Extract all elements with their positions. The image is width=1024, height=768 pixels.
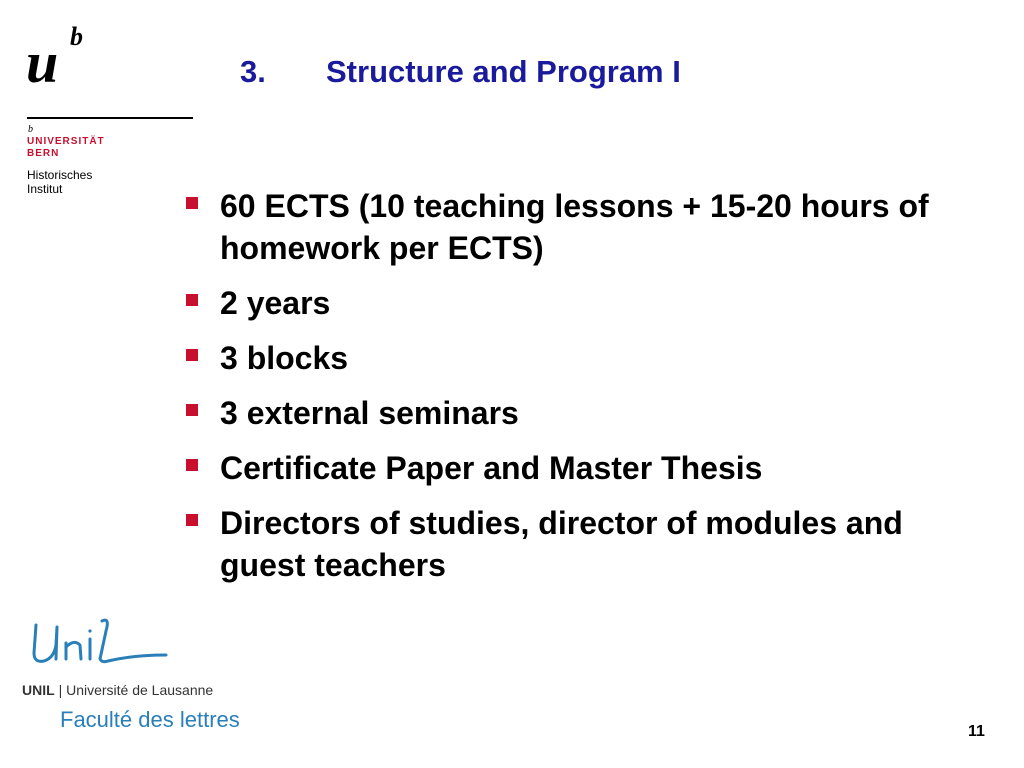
bullet-list (186, 185, 956, 599)
slide-title (240, 52, 681, 92)
list-item (186, 282, 956, 324)
list-item (186, 185, 956, 269)
unil-faculty: Faculté des lettres (60, 707, 240, 732)
square-bullet-icon (186, 459, 198, 471)
list-item-text: 3 external seminars (220, 395, 519, 431)
slide-title-text: Structure and Program I (326, 54, 681, 89)
unil-script-logo (26, 615, 176, 677)
bern-logo-superscript-b: b (70, 22, 83, 51)
department-line-2: Institut (27, 182, 63, 196)
list-item-text: 2 years (220, 285, 331, 321)
list-item (186, 502, 956, 586)
unil-caption (22, 681, 213, 699)
list-item-text: Directors of studies, director of modules and guest teachers (220, 505, 903, 583)
square-bullet-icon (186, 294, 198, 306)
square-bullet-icon (186, 404, 198, 416)
list-item (186, 337, 956, 379)
slide-title-number: 3. (240, 54, 266, 89)
unil-acronym: UNIL (22, 682, 55, 698)
list-item-text: 3 blocks (220, 340, 349, 376)
square-bullet-icon (186, 197, 198, 209)
bern-logo-city: BERN (27, 148, 60, 159)
square-bullet-icon (186, 514, 198, 526)
bern-logo-university: UNIVERSITÄT (27, 136, 105, 147)
list-item-text: 60 ECTS (10 teaching lessons + 15-20 hours of homework per ECTS) (220, 188, 929, 266)
bern-logo-u: u (26, 30, 59, 95)
bern-logo-divider (27, 117, 193, 119)
list-item (186, 447, 956, 489)
department-label (27, 168, 92, 196)
department-line-1: Historisches (27, 168, 93, 182)
unil-separator: | (58, 682, 63, 698)
bern-logo-small-b: b (28, 124, 33, 135)
unil-university-name: Université de Lausanne (66, 682, 214, 698)
square-bullet-icon (186, 349, 198, 361)
page-number: 11 (968, 723, 985, 740)
list-item-text: Certificate Paper and Master Thesis (220, 450, 763, 486)
list-item (186, 392, 956, 434)
